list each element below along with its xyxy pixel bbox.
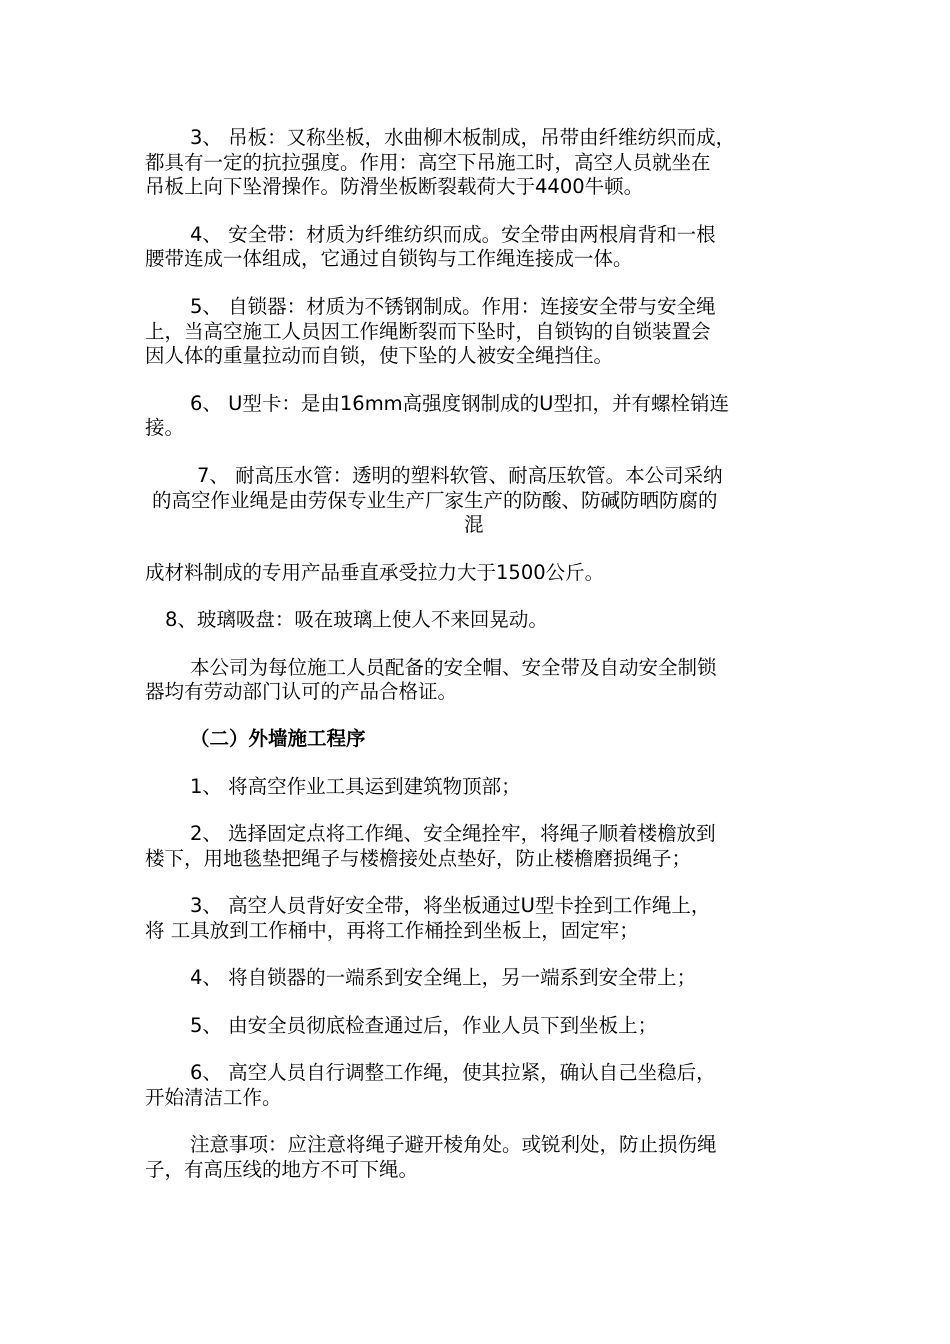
- paragraph-8-line-1: 8、玻璃吸盘：吸在玻璃上使人不来回晃动。: [165, 608, 548, 631]
- paragraph-4-line-2: 腰带连成一体组成，它通过自锁钩与工作绳连接成一体。: [145, 247, 633, 270]
- paragraph-3-line-2: 都具有一定的抗拉强度。作用：高空下吊施工时，高空人员就坐在: [145, 151, 711, 174]
- paragraph-4-line-1: 4、 安全带：材质为纤维纺织而成。安全带由两根肩背和一根: [190, 223, 716, 246]
- paragraph-5-line-3: 因人体的重量拉动而自锁，使下坠的人被安全绳挡住。: [145, 344, 614, 367]
- paragraph-9-line-1: 本公司为每位施工人员配备的安全帽、安全带及自动安全制锁: [190, 656, 717, 679]
- paragraph-3-line-3: 吊板上向下坠滑操作。防滑坐板断裂载荷大于4400牛顿。: [145, 175, 644, 198]
- section-heading: （二）外墙施工程序: [190, 727, 366, 750]
- paragraph-7-line-1: 7、 耐高压水管：透明的塑料软管、耐高压软管。本公司采纳: [197, 464, 723, 487]
- paragraph-6-line-1: 6、 U型卡：是由16mm高强度钢制成的U型扣，并有螺栓销连: [190, 392, 729, 415]
- step-1-line-1: 1、 将高空作业工具运到建筑物顶部；: [190, 775, 521, 798]
- step-3-line-1: 3、 高空人员背好安全带，将坐板通过U型卡拴到工作绳上，: [190, 894, 711, 917]
- step-2-line-2: 楼下，用地毯垫把绳子与楼檐接处点垫好，防止楼檐磨损绳子；: [145, 847, 692, 870]
- paragraph-3-line-1: 3、 吊板：又称坐板，水曲柳木板制成，吊带由纤维纺织而成，: [190, 126, 736, 149]
- step-4-line-1: 4、 将自锁器的一端系到安全绳上，另一端系到安全带上；: [190, 966, 697, 989]
- step-6-line-1: 6、 高空人员自行调整工作绳，使其拉紧，确认自己坐稳后，: [190, 1061, 716, 1084]
- step-3-line-2: 将 工具放到工作桶中，再将工作桶拴到坐板上，固定牢；: [145, 919, 639, 942]
- note-line-1: 注意事项：应注意将绳子避开棱角处。或锐利处，防止损伤绳: [190, 1133, 717, 1156]
- step-5-line-1: 5、 由安全员彻底检查通过后，作业人员下到坐板上；: [190, 1014, 658, 1037]
- paragraph-7-line-2: 的高空作业绳是由劳保专业生产厂家生产的防酸、防碱防晒防腐的: [152, 489, 718, 512]
- paragraph-5-line-2: 上，当高空施工人员因工作绳断裂而下坠时，自锁钩的自锁装置会: [145, 320, 711, 343]
- step-6-line-2: 开始清洁工作。: [145, 1086, 282, 1109]
- paragraph-7-line-4: 成材料制成的专用产品垂直承受拉力大于1500公斤。: [145, 561, 605, 584]
- paragraph-7-line-3: 混: [464, 513, 484, 536]
- paragraph-9-line-2: 器均有劳动部门认可的产品合格证。: [145, 680, 458, 703]
- paragraph-5-line-1: 5、 自锁器：材质为不锈钢制成。作用：连接安全带与安全绳: [190, 295, 716, 318]
- step-2-line-1: 2、 选择固定点将工作绳、安全绳拴牢，将绳子顺着楼檐放到: [190, 822, 716, 845]
- note-line-2: 子，有高压线的地方不可下绳。: [145, 1158, 419, 1181]
- paragraph-6-line-2: 接。: [145, 416, 185, 439]
